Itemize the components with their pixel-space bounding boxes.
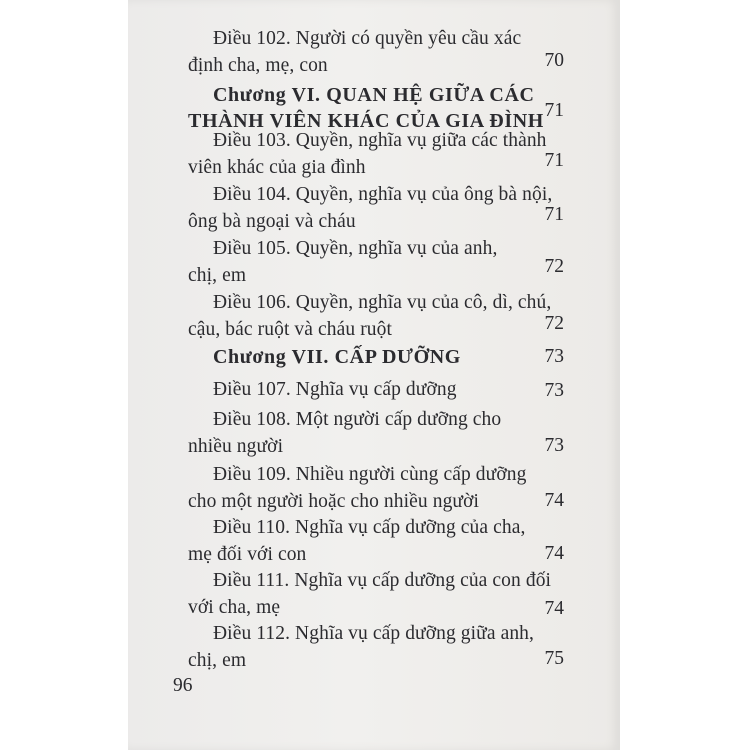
toc-entry-title: Điều 112. Nghĩa vụ cấp dưỡng giữa anh, [213,623,534,644]
toc-entry-title-cont: chị, em [188,650,247,671]
toc-entry-title: Điều 111. Nghĩa vụ cấp dưỡng của con đối [213,570,552,591]
toc-entry [188,235,568,289]
toc-page-number: 73 [544,346,564,367]
toc-page-number: 71 [544,100,564,121]
chapter-title: Chương VII. CẤP DƯỠNG [213,346,461,368]
toc-entry-title-cont: với cha, mẹ [188,597,281,618]
toc-page-number: 71 [544,150,564,171]
toc-entry-title-cont: mẹ đối với con [188,544,307,565]
toc-page-number: 70 [544,50,564,71]
toc-entry-title: Điều 104. Quyền, nghĩa vụ của ông bà nội, [213,184,553,205]
toc-entry-title: Điều 110. Nghĩa vụ cấp dưỡng của cha, [213,517,526,538]
toc-entry-title-cont: chị, em [188,265,247,286]
toc-page-number: 73 [544,435,564,456]
toc-entry-title: Điều 109. Nhiều người cùng cấp dưỡng [213,464,527,485]
toc-entry [188,181,568,235]
toc-entry [188,25,568,79]
toc-entry-title-cont: viên khác của gia đình [188,157,366,178]
toc-entry-title: Điều 105. Quyền, nghĩa vụ của anh, [213,238,498,259]
toc-entry-title-cont: cậu, bác ruột và cháu ruột [188,319,393,340]
toc-entry [188,127,568,181]
toc-entry [188,376,568,403]
toc-entry-title-cont: cho một người hoặc cho nhiều người [188,491,480,512]
folio-page-number: 96 [173,675,193,696]
toc-page-number: 75 [544,648,564,669]
toc-entry-title: Điều 108. Một người cấp dưỡng cho [213,409,502,430]
toc-page-number: 74 [544,543,564,564]
toc-page-number: 72 [544,313,564,334]
toc-entry-title-cont: ông bà ngoại và cháu [188,211,356,232]
toc-entry [188,289,568,343]
toc-page-number: 72 [544,256,564,277]
toc-entry [188,461,568,515]
toc-entry-title: Điều 103. Quyền, nghĩa vụ giữa các thành [213,130,547,151]
toc-entry [188,567,568,621]
toc-page-number: 73 [544,380,564,401]
book-page [128,0,620,750]
toc-entry [188,514,568,568]
toc-entry-title-cont: nhiều người [188,436,284,457]
toc-chapter [188,344,568,370]
toc-entry-title: Điều 107. Nghĩa vụ cấp dưỡng [213,379,457,400]
toc-entry [188,406,568,460]
toc-entry-title: Điều 102. Người có quyền yêu cầu xác [213,28,522,49]
toc-page-number: 74 [544,490,564,511]
toc-page-number: 71 [544,204,564,225]
chapter-title-cont: THÀNH VIÊN KHÁC CỦA GIA ĐÌNH [188,110,544,132]
toc-entry-title-cont: định cha, mẹ, con [188,55,328,76]
toc-entry-title: Điều 106. Quyền, nghĩa vụ của cô, dì, chú, [213,292,552,313]
toc-entry [188,620,568,674]
chapter-title: Chương VI. QUAN HỆ GIỮA CÁC [213,84,535,106]
toc-page-number: 74 [544,598,564,619]
